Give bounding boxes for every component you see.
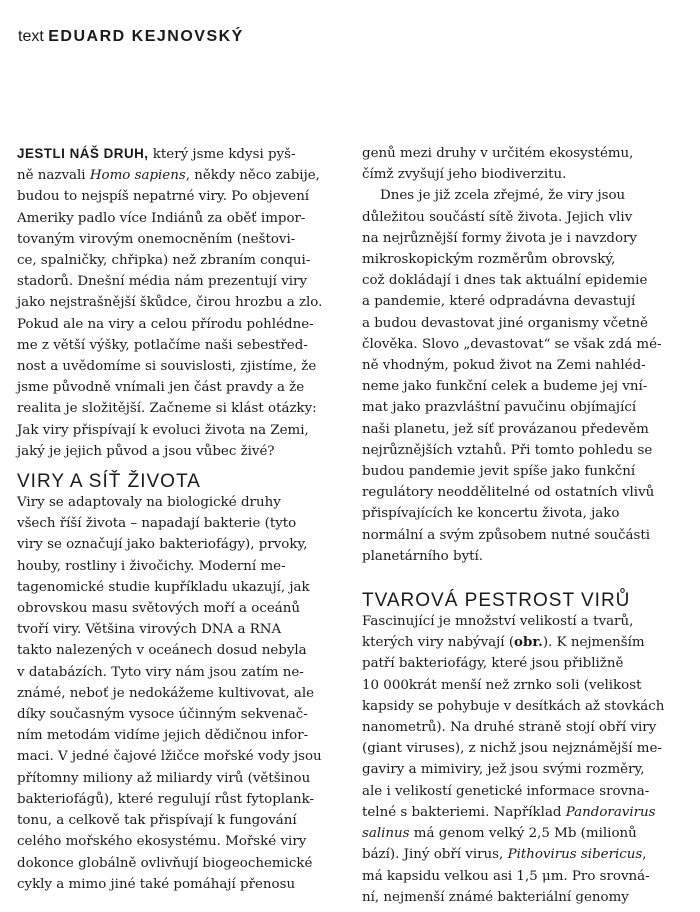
text-line: mikroskopickým rozměrům obrovský,	[362, 252, 616, 268]
text-line: a pandemie, které odpradávna devastují	[362, 294, 636, 310]
text-line: gaviry a mimiviry, jež jsou svými rozměry,	[362, 762, 645, 778]
text-line: ce, spalničky, chřipka) než zbraním conqui-	[17, 253, 311, 269]
text-line: člověka. Slovo „devastovat“ se však zdá mé-	[362, 336, 662, 352]
text-line: ní, nejmenší známé bakteriální genomy	[362, 889, 629, 905]
text-line: maci. V jedné čajové lžičce mořské vody jsou	[17, 749, 322, 765]
text-line: me z větší výšky, potlačíme naši sebestřed-	[17, 337, 308, 353]
text-line: jako nejstrašnější škůdce, čirou hrozbu a zlo.	[17, 295, 323, 311]
text-line: tovaným virovým onemocněním (neštovi-	[17, 231, 296, 247]
text-line: známé, neboť je nedokážeme kultivovat, ale	[17, 685, 315, 701]
text-line: což dokládají i dnes tak aktuální epidemie	[362, 273, 648, 289]
text-line: celého mořského ekosystému. Mořské viry	[17, 834, 307, 850]
text-line: bází). Jiný obří virus, Pithovirus sibericus,	[362, 847, 647, 863]
text-line: takto nalezených v oceánech dosud nebyla	[17, 643, 307, 659]
text-line: nejrůznějších vztahů. Při tomto pohledu se	[362, 442, 653, 458]
text-line: genů mezi druhy v určitém ekosystému,	[362, 146, 634, 161]
text-line: (giant viruses), z nichž jsou nejznámější me-	[362, 741, 662, 757]
text-line: telné s bakteriemi. Například Pandoravirus	[362, 804, 656, 820]
text-line: viry se označují jako bakteriofágy), prvoky,	[17, 537, 308, 553]
text-line: dokonce globálně ovlivňují biogeochemické	[17, 855, 313, 871]
text-line: houby, rostliny i živočichy. Moderní me-	[17, 558, 286, 574]
text-line: normální a svým způsobem nutné součásti	[362, 527, 651, 543]
right-column	[362, 143, 690, 908]
text-line: všech říší života – napadají bakterie (tyto	[17, 516, 297, 532]
text-line: důležitou součástí sítě života. Jejich vliv	[362, 209, 633, 225]
text-line: jaký je jejich původ a jsou vůbec živé?	[17, 443, 275, 459]
text-line: má kapsidu velkou asi 1,5 μm. Pro srovná-	[362, 868, 650, 884]
text-line: kterých viry nabývají (obr.). K nejmenším	[362, 634, 645, 651]
text-line: 10 000krát menší než zrnko soli (velikost	[362, 677, 642, 693]
text-line: neme jako funkční celek a budeme jej vní-	[362, 379, 648, 395]
text-line: na nejrůznější formy života je i navzdory	[362, 230, 637, 246]
text-line: mat jako prazvláštní pavučinu objímající	[362, 400, 637, 416]
shapes-paragraph	[362, 611, 690, 908]
text-line: ně vhodným, pokud život na Zemi nahléd-	[362, 358, 646, 374]
text-line: realita je složitější. Začneme si klást otázky:	[17, 401, 317, 417]
text-line: Pokud ale na viry a celou přírodu pohlédne-	[17, 316, 314, 332]
text-line: ním metodám vidíme jejich dědičnou infor-	[17, 728, 309, 744]
text-line: Ameriky padlo více Indiánů za oběť impor-	[17, 210, 306, 226]
text-line: naši planetu, jež síť provázanou předevěm	[362, 421, 649, 437]
text-line: regulátory neoddělitelné od ostatních vlivů	[362, 485, 655, 501]
text-line: Jak viry přispívají k evoluci života na Zemi,	[17, 422, 309, 438]
text-line: v databázích. Tyto viry nám jsou zatím ne-	[17, 664, 304, 680]
section-paragraph	[17, 492, 347, 895]
byline-label: text	[18, 28, 44, 45]
pandemie-paragraph	[362, 185, 690, 567]
text-line: Fascinující je množství velikostí a tvarů,	[362, 614, 634, 630]
text-line: jsme původně vnímali jen část pravdy a že	[17, 380, 305, 396]
text-line: salinus má genom velký 2,5 Mb (milionů	[362, 826, 637, 842]
left-column	[17, 143, 347, 895]
text-line: ně nazvali Homo sapiens, někdy něco zabije,	[17, 168, 320, 184]
author-name: EDUARD KEJNOVSKÝ	[48, 28, 244, 45]
text-line: Viry se adaptovaly na biologické druhy	[17, 495, 281, 511]
text-line: přispívajících ke koncertu života, jako	[362, 506, 620, 522]
text-line: přítomny miliony až miliardy virů (většinou	[17, 770, 311, 786]
text-line: nanometrů). Na druhé straně stojí obří viry	[362, 720, 657, 736]
text-line: tagenomické studie kupříkladu ukazují, jak	[17, 579, 310, 595]
section-heading-viry-a-sit-zivota: VIRY A SÍŤ ŽIVOTA	[17, 471, 201, 493]
byline	[18, 28, 244, 46]
text-line: stadorů. Dnešní média nám prezentují viry	[17, 274, 308, 290]
intro-paragraph	[17, 143, 347, 462]
text-line: patří bakteriofágy, které jsou přibližně	[362, 656, 624, 672]
text-line: čímž zvyšují jeho biodiverzitu.	[362, 167, 567, 183]
section-heading-tvarova-pestrost: TVAROVÁ PESTROST VIRŮ	[362, 590, 631, 612]
text-line: obrovskou masu světových moří a oceánů	[17, 601, 300, 617]
text-line: bakteriofágů), které regulují růst fytoplank-	[17, 791, 315, 807]
text-line: tvoří viry. Většina virových DNA a RNA	[17, 622, 282, 638]
text-line: nost a uvědomíme si souvislosti, zjistíme, že	[17, 359, 317, 375]
text-line: planetárního bytí.	[362, 548, 484, 564]
lead-in: JESTLI NÁŠ DRUH,	[17, 146, 149, 161]
text-line: tonu, a celkově tak přispívají k fungování	[17, 813, 297, 829]
text-line: a budou devastovat jiné organismy včetně	[362, 315, 648, 331]
text-line: budou pandemie jevit spíše jako funkční	[362, 464, 636, 480]
text-line: budou to nejspíš nepatrné viry. Po objevení	[17, 189, 310, 205]
text-line: cykly a mimo jiné také pomáhají přenosu	[17, 876, 296, 892]
text-line: kapsidy se pohybuje v desítkách až stovkách	[362, 698, 665, 714]
continued-paragraph	[362, 143, 690, 185]
text-line: Dnes je již zcela zřejmé, že viry jsou	[380, 188, 626, 204]
text-line: ale i velikostí genetické informace srovna-	[362, 783, 650, 799]
text-line: JESTLI NÁŠ DRUH, který jsme kdysi pyš-	[17, 146, 296, 162]
text-line: díky současným vysoce účinným sekvenač-	[17, 707, 308, 723]
